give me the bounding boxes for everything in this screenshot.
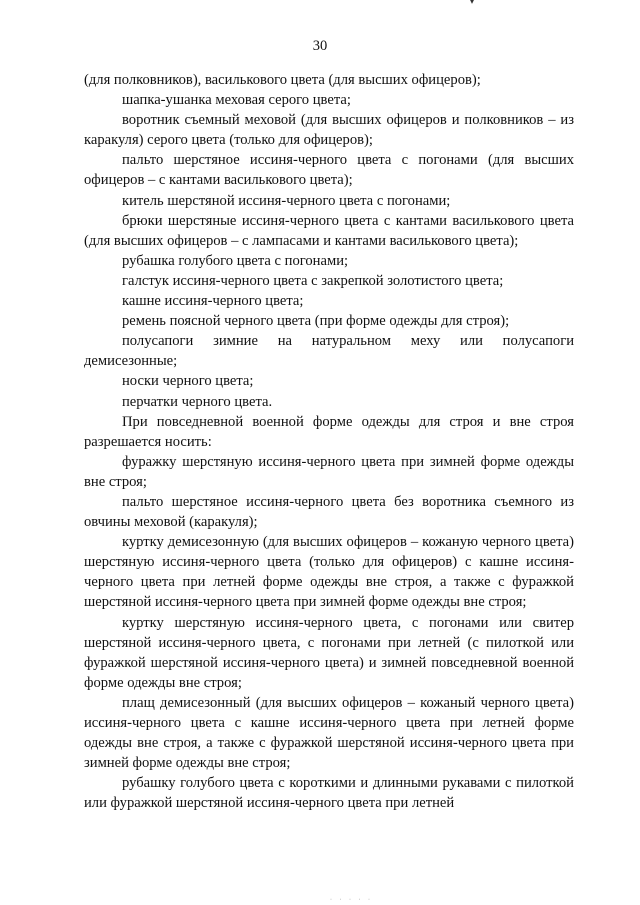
paragraph: пальто шерстяное иссиня-черного цвета с погонами (для высших офицеров – с кантами василькового цвета);: [84, 152, 574, 189]
paragraph: галстук иссиня-черного цвета с закрепкой золотистого цвета;: [122, 272, 504, 289]
paragraph: пальто шерстяное иссиня-черного цвета без воротника съемного из овчины меховой (каракуля);: [84, 493, 574, 531]
paragraph: китель шерстяной иссиня-черного цвета с погонами;: [122, 192, 451, 209]
paragraph: куртку демисезонную (для высших офицеров – кожаную черного цвета) шерстяную иссиня-черного цвета (только для офицеров) с кашне иссиня-черного цвета при летней форме одежды вне строя, а также с фуражкой шерстяной иссиня-черного цвета при зимней форме одежды вне строя;: [84, 534, 574, 611]
paragraph: полусапоги зимние на натуральном меху или полусапоги демисезонные;: [84, 333, 574, 370]
paragraph: рубашка голубого цвета с погонами;: [122, 252, 349, 269]
scan-artifact-dots: · · · · ·: [330, 897, 373, 903]
paragraph: воротник съемный меховой (для высших офицеров и полковников – из каракуля) серого цвета (только для офицеров);: [84, 112, 574, 149]
paragraph: рубашку голубого цвета с короткими и длинными рукавами с пилоткой или фуражкой шерстяной иссиня-черного цвета при летней: [84, 775, 574, 812]
paragraph: куртку шерстяную иссиня-черного цвета, с погонами или свитер шерстяной иссиня-черного цвета, с погонами при летней (с пилоткой или фуражкой шерстяной иссиня-черного цвета) и зимней повседневной военной форме одежды вне строя;: [84, 614, 574, 691]
paragraph: При повседневной военной форме одежды для строя и вне строя разрешается носить:: [84, 413, 574, 450]
document-body: [84, 70, 574, 813]
paragraph: шапка-ушанка меховая серого цвета;: [122, 92, 351, 109]
paragraph: брюки шерстяные иссиня-черного цвета с кантами василькового цвета (для высших офицеров – с лампасами и кантами василькового цвета);: [84, 212, 574, 249]
paragraph: перчатки черного цвета.: [122, 393, 273, 410]
paragraph: кашне иссиня-черного цвета;: [122, 293, 304, 310]
scan-artifact-mark: ▾: [470, 0, 475, 6]
paragraph: фуражку шерстяную иссиня-черного цвета при зимней форме одежды вне строя;: [84, 453, 574, 490]
paragraph: (для полковников), василькового цвета (для высших офицеров);: [84, 72, 481, 88]
paragraph: ремень поясной черного цвета (при форме одежды для строя);: [122, 313, 510, 330]
paragraph: плащ демисезонный (для высших офицеров – кожаный черного цвета) иссиня-черного цвета с кашне иссиня-черного цвета при летней форме одежды вне строя, а также с фуражкой шерстяной иссиня-черного цвета при зимней форме одежды вне строя;: [84, 694, 574, 772]
paragraph: носки черного цвета;: [122, 373, 254, 390]
page-number: 30: [312, 38, 328, 54]
